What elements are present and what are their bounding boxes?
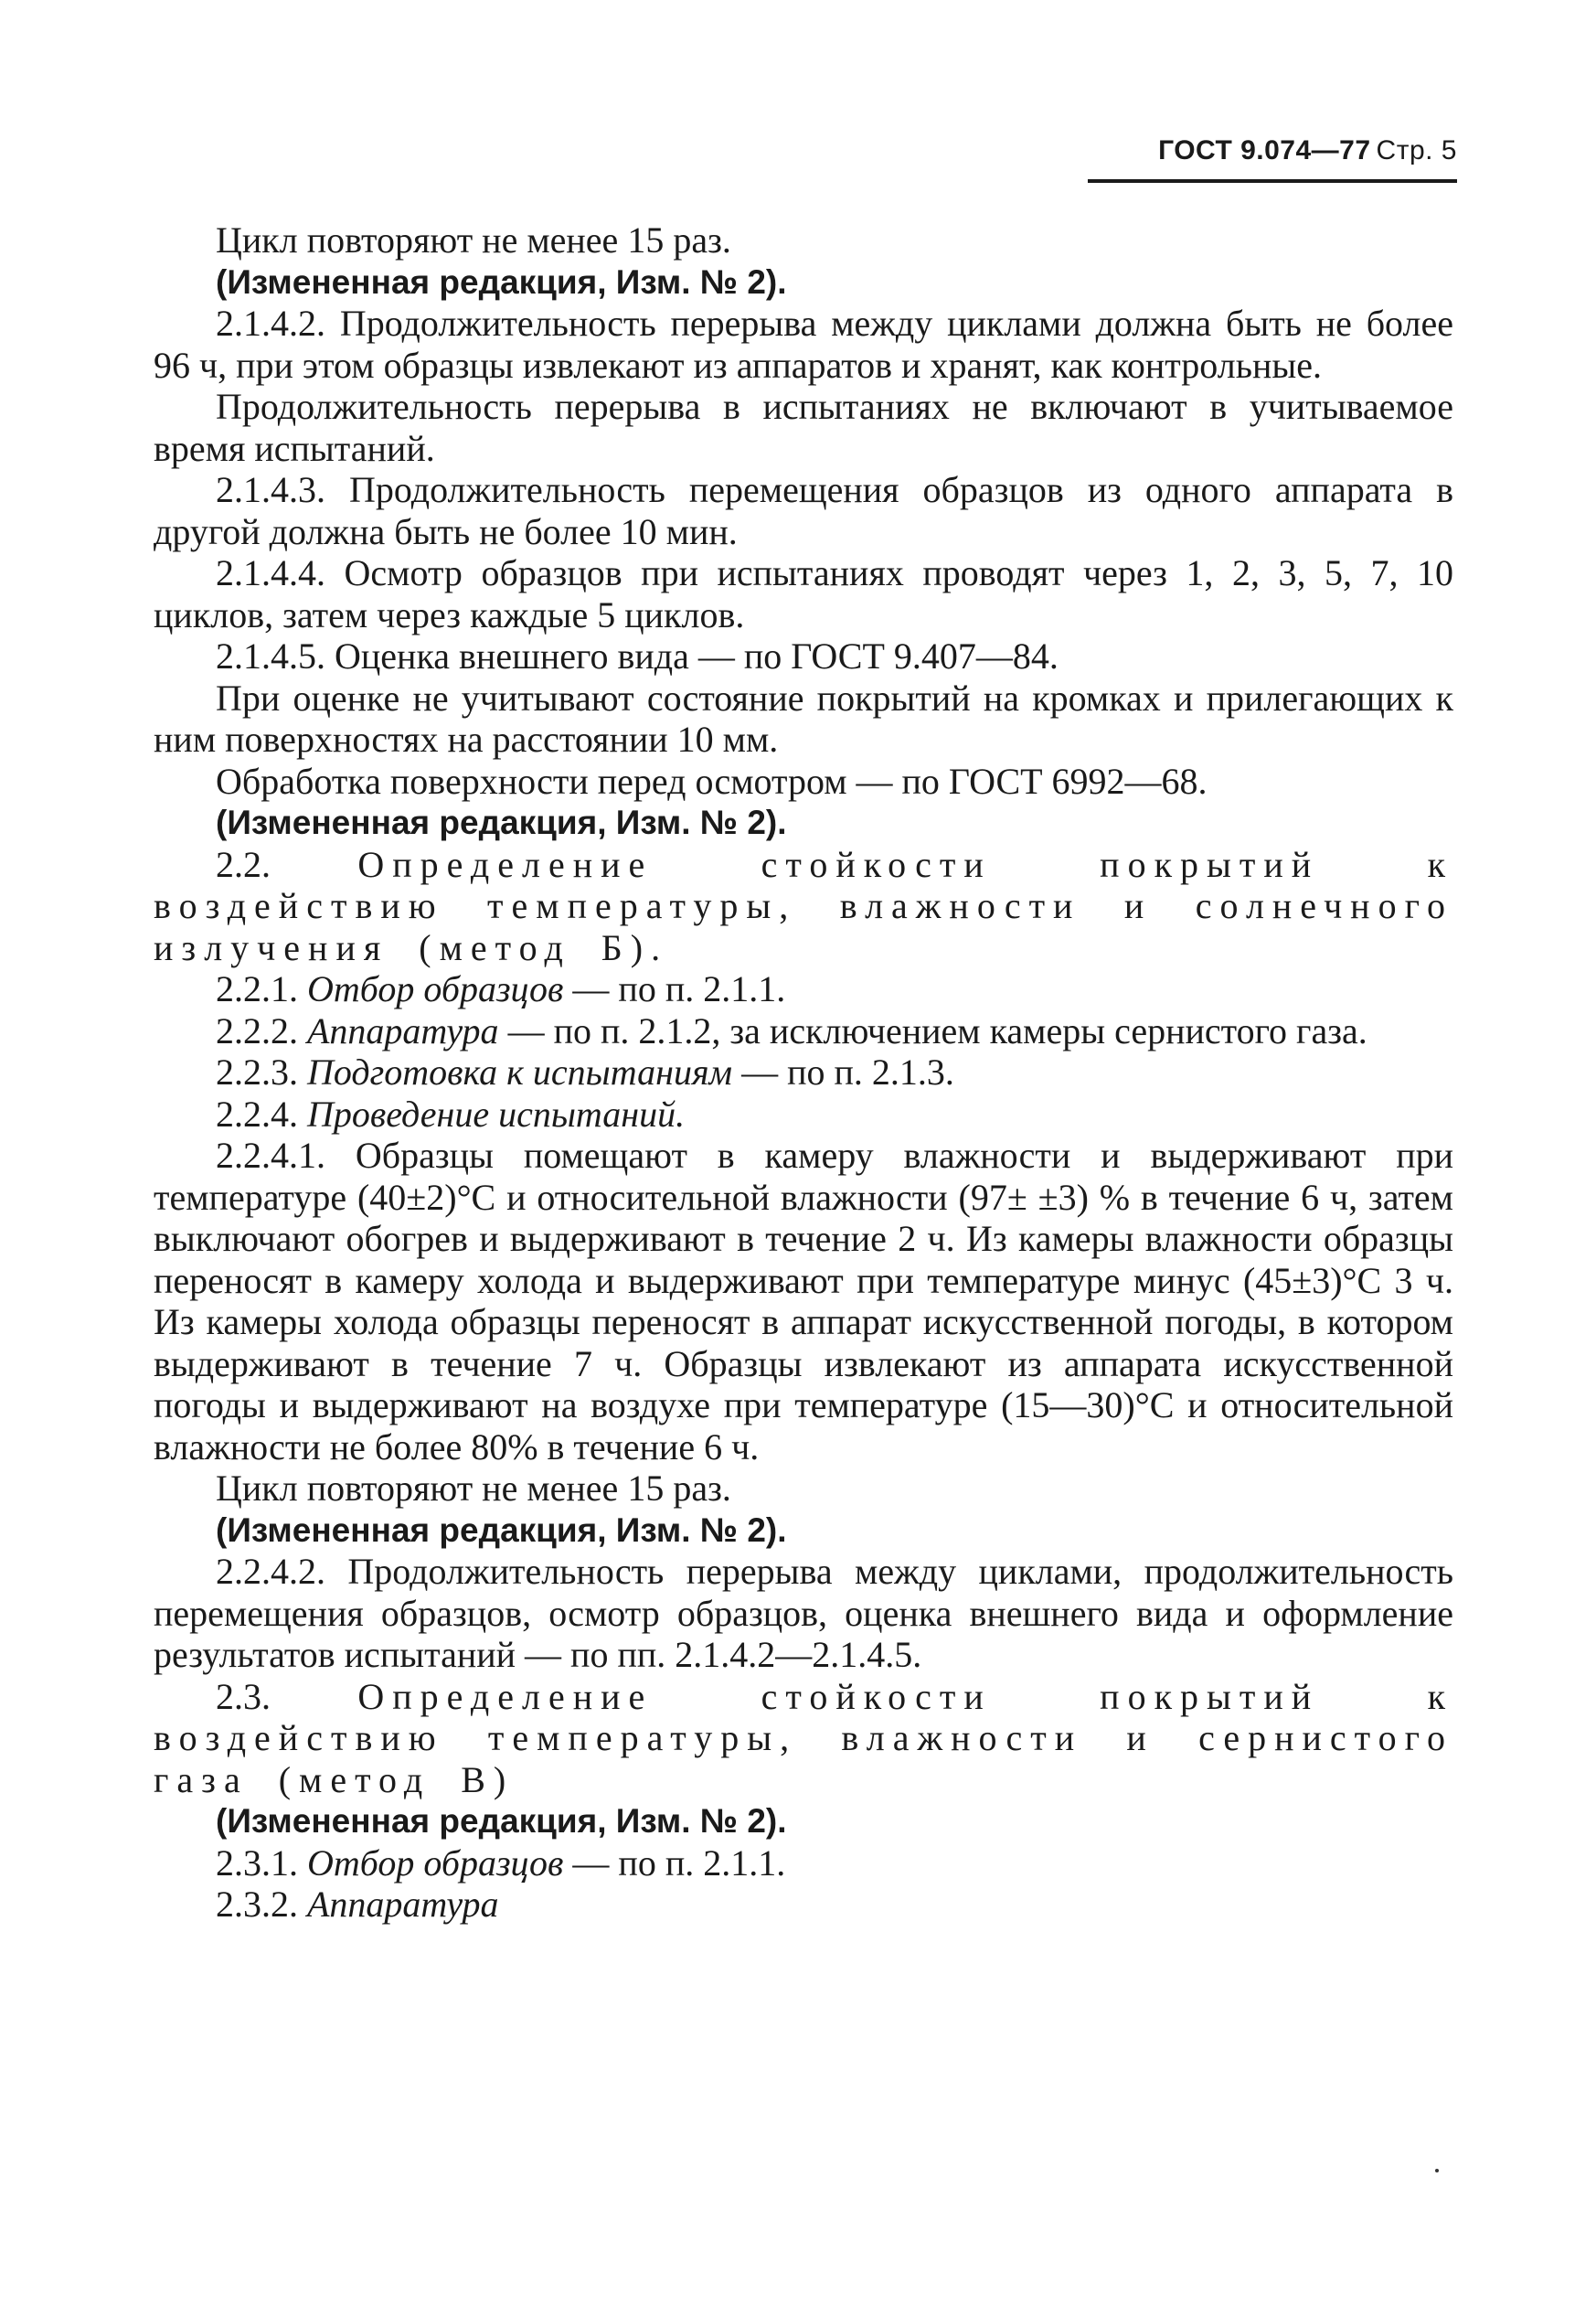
amendment-note: (Измененная редакция, Изм. № 2). [216, 1510, 787, 1549]
amendment-note: (Измененная редакция, Изм. № 2). [216, 1802, 787, 1840]
paragraph: 2.1.4.2. Продолжительность перерыва между циклами должна быть не более 96 ч, при этом образцы извлекают из аппаратов и хранят, как контрольные. [154, 303, 1453, 386]
paragraph: Цикл повторяют не менее 15 раз. [216, 219, 731, 261]
paragraph: 2.2.4.1. Образцы помещают в камеру влажности и выдерживают при температуре (40±2)°С и относительной влажности (97± ±3) % в течение 6 ч, затем выключают обогрев и выдерживают в течение 2 ч. Из камеры влажности образцы переносят в камеру холода и выдерживают при температуре минус (45±3)°С 3 ч. Из камеры холода образцы переносят в аппарат искусственной погоды, в котором выдерживают в течение 7 ч. Образцы извлекают из аппарата искусственной погоды и выдерживают на воздухе при температуре (15—30)°С и относительной влажности не более 80% в течение 6 ч. [154, 1135, 1454, 1468]
paragraph: Обработка поверхности перед осмотром — по ГОСТ 6992—68. [216, 760, 1208, 802]
paragraph: 2.2.4.2. Продолжительность перерыва между циклами, продолжительность перемещения образцов, осмотр образцов, оценка внешнего вида и оформление результатов испытаний — по пп. 2.1.4.2—2.1.4.5. [154, 1551, 1453, 1675]
paragraph: 2.1.4.4. Осмотр образцов при испытаниях проводят через 1, 2, 3, 5, 7, 10 циклов, затем через каждые 5 циклов. [154, 552, 1454, 635]
paragraph: 2.3.2. Аппаратура [216, 1884, 499, 1925]
paragraph: Цикл повторяют не менее 15 раз. [216, 1468, 731, 1509]
paragraph: При оценке не учитывают состояние покрытий на кромках и прилегающих к ним поверхностях на расстоянии 10 мм. [154, 677, 1453, 760]
paragraph: 2.2.4. Проведение испытаний. [216, 1093, 686, 1135]
document-body [154, 219, 1453, 1926]
header-rule [1088, 179, 1457, 183]
section-heading: 2.3. Определение стойкости покрытий к воздействию температуры, влажности и сернистого газа (метод В) [154, 1675, 1453, 1800]
section-heading: 2.2. Определение стойкости покрытий к воздействию температуры, влажности и солнечного излучения (метод Б). [154, 843, 1453, 968]
page-header [1088, 135, 1457, 166]
amendment-note: (Измененная редакция, Изм. № 2). [216, 262, 787, 301]
paragraph: 2.2.1. Отбор образцов — по п. 2.1.1. [216, 968, 786, 1009]
standard-number: ГОСТ 9.074—77 [1158, 135, 1371, 165]
paragraph: Продолжительность перерыва в испытаниях не включают в учитываемое время испытаний. [154, 386, 1453, 469]
scan-speck [1435, 2169, 1439, 2172]
amendment-note: (Измененная редакция, Изм. № 2). [216, 804, 787, 841]
paragraph: 2.2.3. Подготовка к испытаниям — по п. 2.1.3. [216, 1051, 954, 1093]
page-number: Стр. 5 [1376, 135, 1457, 165]
paragraph: 2.3.1. Отбор образцов — по п. 2.1.1. [216, 1841, 786, 1884]
paragraph: 2.2.2. Аппаратура — по п. 2.1.2, за исключением камеры сернистого газа. [216, 1009, 1367, 1051]
paragraph: 2.1.4.3. Продолжительность перемещения образцов из одного аппарата в другой должна быть не более 10 мин. [154, 469, 1454, 552]
paragraph: 2.1.4.5. Оценка внешнего вида — по ГОСТ 9.407—84. [216, 635, 1059, 677]
